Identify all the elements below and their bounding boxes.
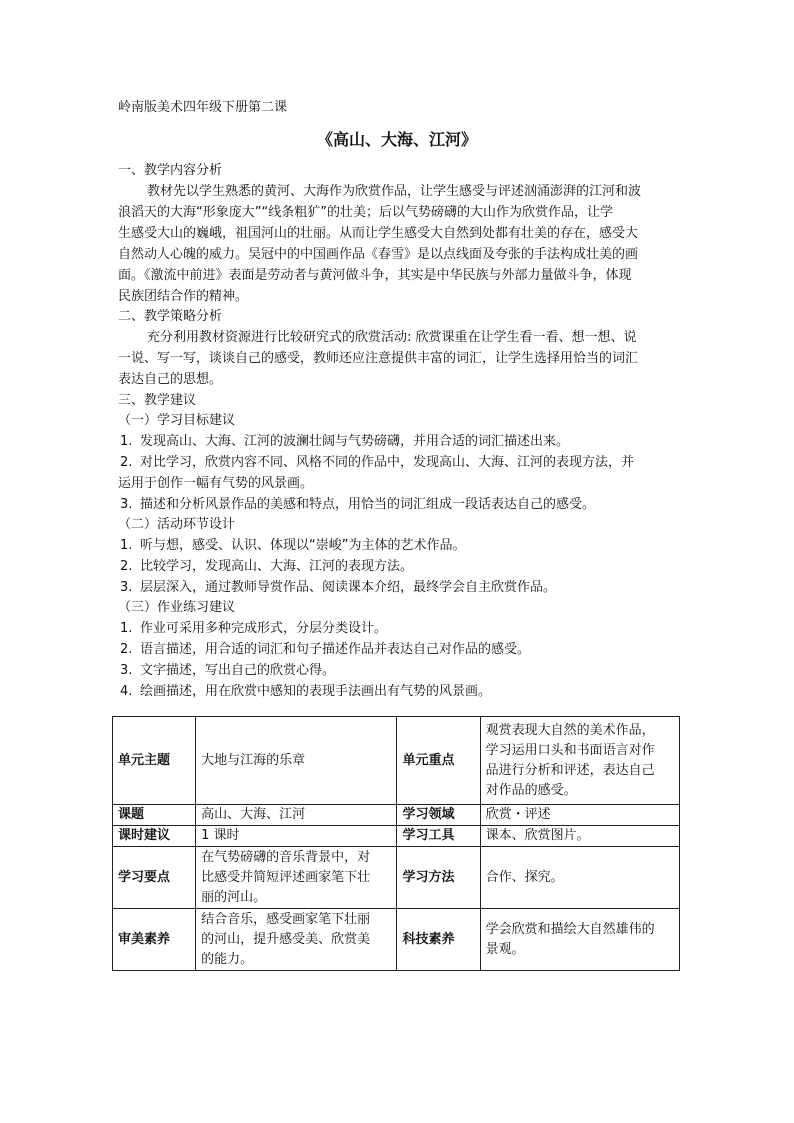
list-item-continuation: 运用于创作一幅有气势的风景画。: [118, 476, 314, 491]
list-number: 3.: [120, 580, 133, 595]
list-text: 听与想，感受、认识、体现以“崇峻”为主体的艺术作品。: [140, 538, 466, 553]
table-value-cell: [196, 805, 397, 826]
paragraph-line: 面。《激流中前进》表面是劳动者与黄河做斗争，其实是中华民族与外部力量做斗争，体现: [118, 268, 632, 283]
cell-text-line: 1 课时: [201, 828, 240, 843]
cell-text-line: 学习运用口头和书面语言对作: [485, 742, 655, 758]
section-heading-teaching-suggestions: 三、教学建议: [118, 393, 197, 408]
list-item: [120, 536, 465, 556]
table-value-cell: [196, 909, 397, 971]
paragraph-line: 表达自己的思想。: [118, 372, 223, 387]
list-item: [120, 432, 569, 452]
lesson-title: 《高山、大海、江河》: [316, 130, 477, 149]
course-subtitle: 岭南版美术四年级下册第二课: [118, 100, 288, 115]
lesson-info-table: [112, 716, 680, 971]
table-row: [113, 826, 680, 847]
section-heading-content-analysis: 一、教学内容分析: [118, 163, 223, 178]
subsection-heading-learning-goals: （一）学习目标建议: [118, 413, 236, 428]
list-item: [120, 661, 335, 681]
list-item: [120, 453, 634, 473]
table-value-cell: [196, 826, 397, 847]
list-text: 比较学习，发现高山、大海、江河的表现方法。: [140, 559, 414, 574]
list-number: 4.: [120, 684, 133, 699]
table-label-cell: 课时建议: [113, 826, 196, 847]
list-text: 语言描述，用合适的词汇和句子描述作品并表达自己对作品的感受。: [140, 642, 531, 657]
list-item: [120, 640, 530, 660]
table-row: [113, 847, 680, 909]
list-text: 发现高山、大海、江河的波澜壮阔与气势磅礴，并用合适的词汇描述出来。: [140, 434, 570, 449]
table-label-cell: 学习工具: [397, 826, 480, 847]
cell-text-line: 学会欣赏和描绘大自然雄伟的: [485, 921, 655, 937]
table-label-cell: 科技素养: [397, 909, 480, 971]
cell-text-line: 的河山，提升感受美、欣赏美: [201, 931, 371, 947]
list-number: 2.: [120, 559, 133, 574]
table-row: [113, 909, 680, 971]
paragraph-line: 自然动人心魄的威力。吴冠中的中国画作品《春雪》是以点线面及夸张的手法构成壮美的画: [118, 247, 639, 262]
cell-text-line: 比感受并简短评述画家笔下壮: [201, 869, 371, 885]
list-item: [120, 557, 413, 577]
table-row: [113, 717, 680, 805]
paragraph-line: 充分利用教材资源进行比较研究式的欣赏活动: 欣赏课重在让学生看一看、想一想、说: [147, 330, 637, 345]
cell-text-line: 结合音乐，感受画家笔下壮丽: [201, 911, 371, 927]
paragraph-line: 民族团结合作的精神。: [118, 289, 249, 304]
list-number: 3.: [120, 497, 133, 512]
list-text: 对比学习，欣赏内容不同、风格不同的作品中，发现高山、大海、江河的表现方法，并: [140, 455, 635, 470]
table-label-cell: 课题: [113, 805, 196, 826]
paragraph-line: 浪滔天的大海“形象庞大”“线条粗犷”的壮美；后以气势磅礴的大山作为欣赏作品，让学: [118, 205, 613, 220]
list-number: 1.: [120, 538, 133, 553]
table-value-cell: [196, 717, 397, 805]
list-item: [120, 682, 491, 702]
paragraph-line: 一说、写一写，谈谈自己的感受，教师还应注意提供丰富的词汇，让学生选择用恰当的词汇: [118, 351, 639, 366]
list-number: 3.: [120, 663, 133, 678]
cell-text-line: 欣赏・评述: [485, 807, 551, 822]
table-value-cell: [480, 826, 679, 847]
section-heading-strategy-analysis: 二、教学策略分析: [118, 309, 223, 324]
cell-text-line: 丽的河山。: [201, 889, 267, 905]
subsection-heading-activity-design: （二）活动环节设计: [118, 517, 236, 532]
table-value-cell: [480, 847, 679, 909]
paragraph-line: 生感受大山的巍峨，祖国河山的壮丽。从而让学生感受大自然到处都有壮美的存在，感受大: [118, 226, 639, 241]
cell-text-line: 对作品的感受。: [485, 782, 577, 798]
table-label-cell: 审美素养: [113, 909, 196, 971]
cell-text-line: 在气势磅礴的音乐背景中，对: [201, 849, 371, 865]
table-value-cell: [480, 717, 679, 805]
table-row: [113, 805, 680, 826]
cell-text-line: 高山、大海、江河: [201, 807, 306, 822]
list-item: [120, 619, 387, 639]
table-value-cell: [480, 909, 679, 971]
list-number: 2.: [120, 455, 133, 470]
cell-text-line: 观赏表现大自然的美术作品，: [485, 722, 655, 738]
list-text: 文字描述，写出自己的欣赏心得。: [140, 663, 336, 678]
list-number: 2.: [120, 642, 133, 657]
cell-text-line: 大地与江海的乐章: [201, 752, 306, 768]
list-text: 层层深入，通过教师导赏作品、阅读课本介绍，最终学会自主欣赏作品。: [140, 580, 557, 595]
cell-text-line: 的能力。: [201, 951, 254, 967]
paragraph-line: 教材先以学生熟悉的黄河、大海作为欣赏作品，让学生感受与评述汹涌澎湃的江河和波: [147, 184, 642, 199]
cell-text-line: 合作、探究。: [485, 869, 564, 885]
subsection-heading-homework: （三）作业练习建议: [118, 600, 236, 615]
list-text: 作业可采用多种完成形式，分层分类设计。: [140, 621, 388, 636]
list-number: 1.: [120, 621, 133, 636]
list-number: 1.: [120, 434, 133, 449]
list-item: [120, 495, 595, 515]
table-label-cell: 单元主题: [113, 717, 196, 805]
list-text: 绘画描述，用在欣赏中感知的表现手法画出有气势的风景画。: [140, 684, 492, 699]
list-text: 描述和分析风景作品的美感和特点，用恰当的词汇组成一段话表达自己的感受。: [140, 497, 596, 512]
table-label-cell: 学习方法: [397, 847, 480, 909]
table-label-cell: 学习要点: [113, 847, 196, 909]
cell-text-line: 课本、欣赏图片。: [485, 828, 590, 843]
list-item: [120, 578, 556, 598]
table-label-cell: 单元重点: [397, 717, 480, 805]
cell-text-line: 品进行分析和评述，表达自己: [485, 762, 655, 778]
table-value-cell: [196, 847, 397, 909]
table-value-cell: [480, 805, 679, 826]
cell-text-line: 景观。: [485, 941, 525, 957]
table-label-cell: 学习领域: [397, 805, 480, 826]
